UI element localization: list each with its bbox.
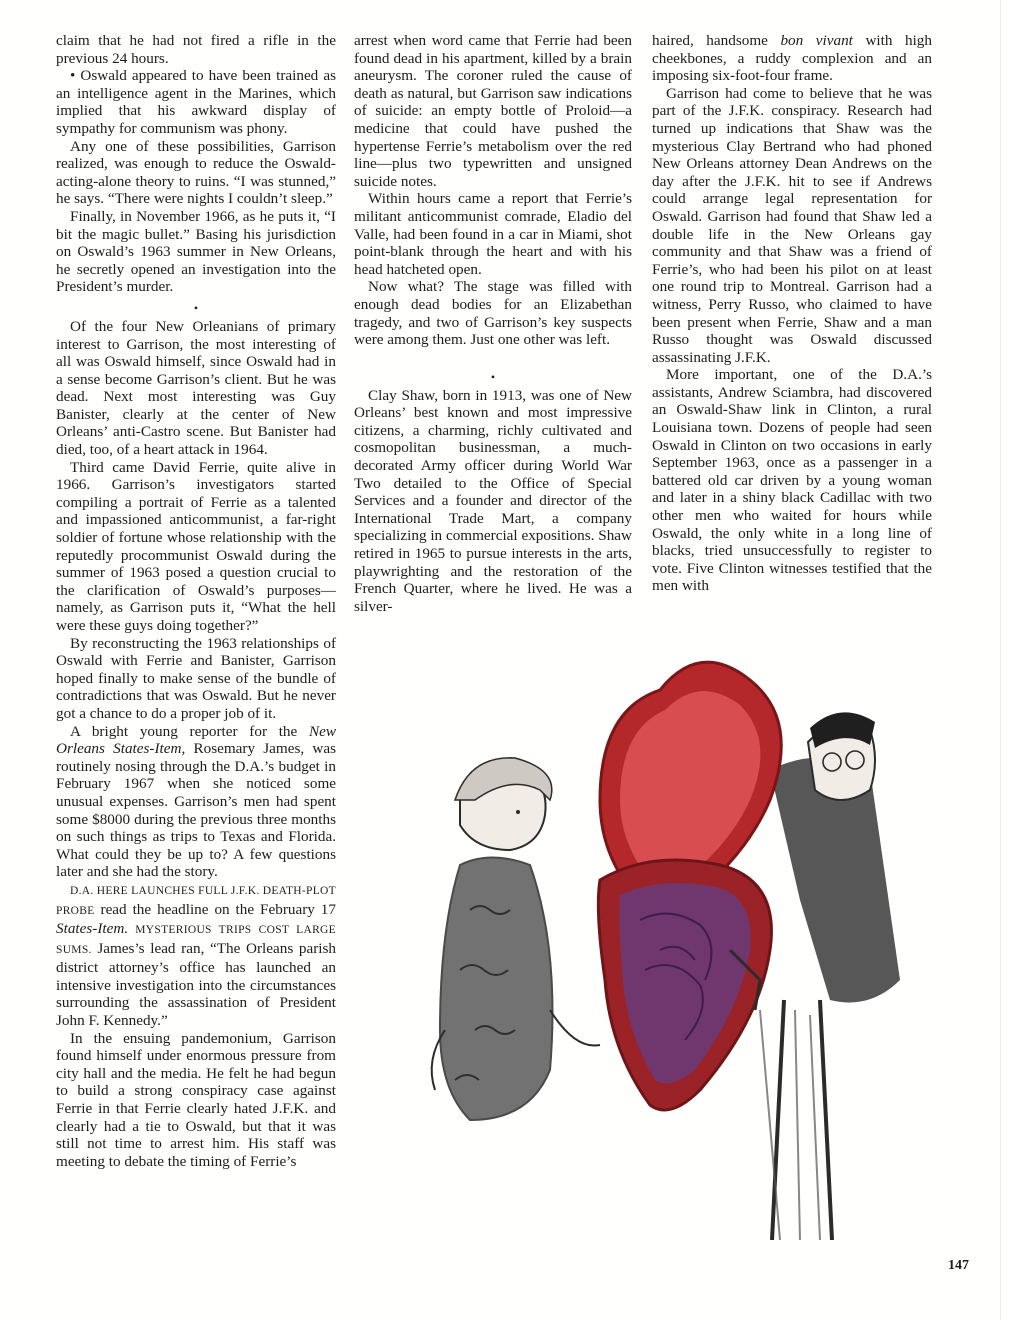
paragraph: More important, one of the D.A.’s assistants, Andrew Sciambra, had discovered an Oswald-Shaw link in Clinton, a rural Louisiana town. Dozens of people had seen Oswald in Clinton on two occasions in early September 1963, once as a passenger in a battered old car driven by a young woman and later in a shiny black Cadillac with two other men who waited for hours while Oswald, the only white in a long line of blacks, tried unsuccessfully to register to vote. Five Clinton witnesses testified that the men with: [652, 366, 932, 595]
paragraph: In the ensuing pandemonium, Garrison found himself under enormous pressure from city hall and the media. He felt he had begun to build a strong conspiracy case against Ferrie in that Ferrie clearly hated J.F.K. and clearly had a tie to Oswald, but that it was still not time to arrest him. His staff was meeting to debate the timing of Ferrie’s: [56, 1029, 336, 1170]
publication-title: States-Item.: [56, 920, 129, 938]
column-3: [652, 32, 932, 595]
editorial-illustration: [400, 650, 920, 1240]
italic-phrase: bon vivant: [780, 32, 853, 49]
column-2: [354, 32, 632, 615]
paragraph: Of the four New Orleanians of primary interest to Garrison, the most interesting of all was Oswald himself, since Oswald had in a sense become Garrison’s client. But he was dead. Next most interesting was Guy Banister, clearly at the center of New Orleans’ anti-Castro scene. But Banister had died, too, of a heart attack in 1964.: [56, 317, 336, 459]
bullet-mark: •: [70, 67, 76, 85]
paragraph: haired, handsome bon vivant with high cheekbones, a ruddy complexion and an imposing six-foot-four frame.: [652, 32, 932, 85]
paragraph: D.A. HERE LAUNCHES FULL J.F.K. DEATH-PLOT PROBE read the headline on the February 17 States-Item. MYSTERIOUS TRIPS COST LARGE SUMS. James’s lead ran, “The Orleans parish district attorney’s office has launched an intensive investigation into the circumstances surrounding the assassination of President John F. Kennedy.”: [56, 884, 336, 1030]
paragraph: Third came David Ferrie, quite alive in 1966. Garrison’s investigators started compiling a portrait of Ferrie as a talented and impassioned anticommunist, a far-right soldier of fortune whose relationship with the reputedly procommunist Oswald during the summer of 1963 posed a question crucial to the clarification of Oswald’s purposes—namely, as Garrison puts it, “What the hell were these guys doing together?”: [56, 458, 336, 634]
paragraph: claim that he had not fired a rifle in the previous 24 hours.: [56, 32, 336, 67]
headline-quote: MYSTERIOUS TRIPS COST LARGE SUMS.: [56, 924, 336, 956]
paragraph: By reconstructing the 1963 relationships of Oswald with Ferrie and Banister, Garrison hoped finally to make sense of the bundle of contradictions that was Oswald. But he never got a chance to do a proper job of it.: [56, 634, 336, 722]
paragraph: A bright young reporter for the New Orleans States-Item, Rosemary James, was routinely nosing through the D.A.’s budget in February 1967 when she noticed some unusual expenses. Garrison’s men had spent some $8000 during the previous three months on such things as trips to Texas and Florida. What could they be up to? A few questions later and she had the story.: [56, 722, 336, 881]
paragraph: Within hours came a report that Ferrie’s militant anticommunist comrade, Eladio del Valle, had been found in a car in Miami, shot point-blank through the heart and with his head hatcheted open.: [354, 190, 632, 278]
column-1: [56, 32, 336, 1170]
paragraph: arrest when word came that Ferrie had been found dead in his apartment, killed by a brain aneurysm. The coroner ruled the cause of death as natural, but Garrison saw indications of suicide: an empty bottle of Proloid—a medicine that could have pushed the hypertense Ferrie’s metabolism over the red line—plus two typewritten and unsigned suicide notes.: [354, 32, 632, 190]
paragraph: Now what? The stage was filled with enough dead bodies for an Elizabethan tragedy, and two of Garrison’s key suspects were among them. Just one other was left.: [354, 278, 632, 349]
woman-figure: [432, 758, 600, 1120]
section-divider: •: [193, 300, 199, 315]
headline-quote: D.A. HERE LAUNCHES FULL J.F.K. DEATH-PLOT PROBE: [56, 884, 336, 917]
page-number: 147: [948, 1258, 969, 1273]
paragraph: Garrison had come to believe that he was part of the J.F.K. conspiracy. Research had turned up indications that Shaw was the mysterious Clay Bertrand who had phoned New Orleans attorney Dean Andrews on the day after the J.F.K. hit to see if Andrews could arrange legal representation for Oswald. Garrison had found that Shaw led a double life in the New Orleans gay community and that Shaw was a friend of Ferrie’s, who had been his pilot on at least one round trip to Montreal. Garrison had a witness, Perry Russo, who claimed to have been present when Ferrie, Shaw and a man Russo thought was Oswald discussed assassinating J.F.K.: [652, 84, 932, 366]
section-divider: •: [490, 369, 496, 384]
paragraph: • Oswald appeared to have been trained as an intelligence agent in the Marines, which implied that his awkward display of sympathy for communism was phony.: [56, 67, 336, 137]
heart-box-base: [598, 860, 771, 1110]
paragraph: Any one of these possibilities, Garrison realized, was enough to reduce the Oswald-acting-alone theory to ruins. “I was stunned,” he says. “There were nights I couldn’t sleep.”: [56, 137, 336, 208]
publication-title: New Orleans States-Item,: [56, 722, 336, 758]
paragraph: Finally, in November 1966, as he puts it, “I bit the magic bullet.” Basing his jurisdiction on Oswald’s 1963 summer in New Orleans, he secretly opened an investigation into the President’s murder.: [56, 207, 336, 296]
paragraph: Clay Shaw, born in 1913, was one of New Orleans’ best known and most impressive citizens, a charming, richly cultivated and cosmopolitan businessman, a much-decorated Army officer during World War Two detailed to the Office of Special Services and a founder and director of the International Trade Mart, a company specializing in commercial expositions. Shaw retired in 1965 to pursue interests in the arts, playwrighting and the restoration of the French Quarter, where he lived. He was a silver-: [354, 386, 632, 615]
